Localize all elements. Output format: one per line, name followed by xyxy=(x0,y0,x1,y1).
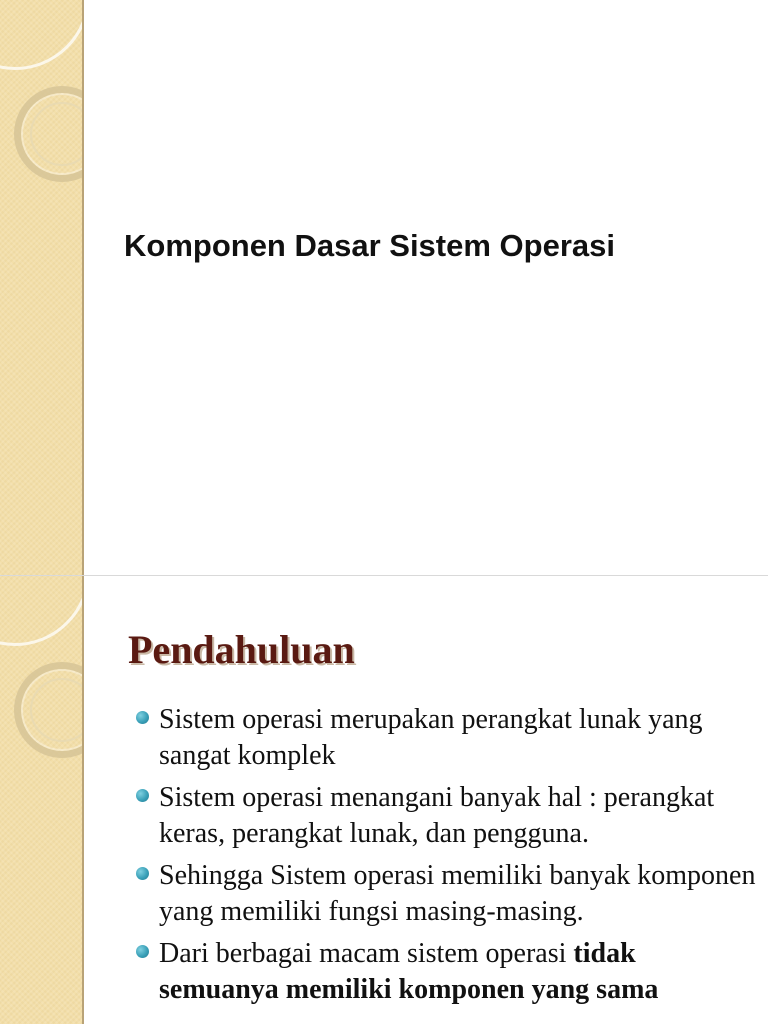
decorative-side-band xyxy=(0,0,84,576)
list-item xyxy=(134,702,758,774)
slide-2-title: Pendahuluan xyxy=(128,627,355,672)
list-item xyxy=(134,780,758,852)
decorative-ring-large xyxy=(0,576,84,646)
list-item xyxy=(134,936,758,1008)
bullet-dot-icon xyxy=(136,867,149,880)
bullet-text: Sistem operasi menangani banyak hal : perangkat keras, perangkat lunak, dan pengguna. xyxy=(159,782,715,849)
slide-1-title: Komponen Dasar Sistem Operasi xyxy=(124,228,615,263)
bullet-bold-text: tidak semuanya memiliki komponen yang sama xyxy=(159,938,659,1005)
bullet-dot-icon xyxy=(136,711,149,724)
list-item xyxy=(134,858,758,930)
bullet-dot-icon xyxy=(136,945,149,958)
decorative-ring-large xyxy=(0,0,84,70)
bullet-list xyxy=(134,702,758,1014)
decorative-side-band xyxy=(0,576,84,1024)
bullet-text: Sistem operasi merupakan perangkat lunak yang sangat komplek xyxy=(159,704,703,771)
bullet-text: Dari berbagai macam sistem operasi xyxy=(159,938,574,969)
bullet-dot-icon xyxy=(136,789,149,802)
bullet-text: Sehingga Sistem operasi memiliki banyak komponen yang memiliki fungsi masing-masing. xyxy=(159,860,756,927)
